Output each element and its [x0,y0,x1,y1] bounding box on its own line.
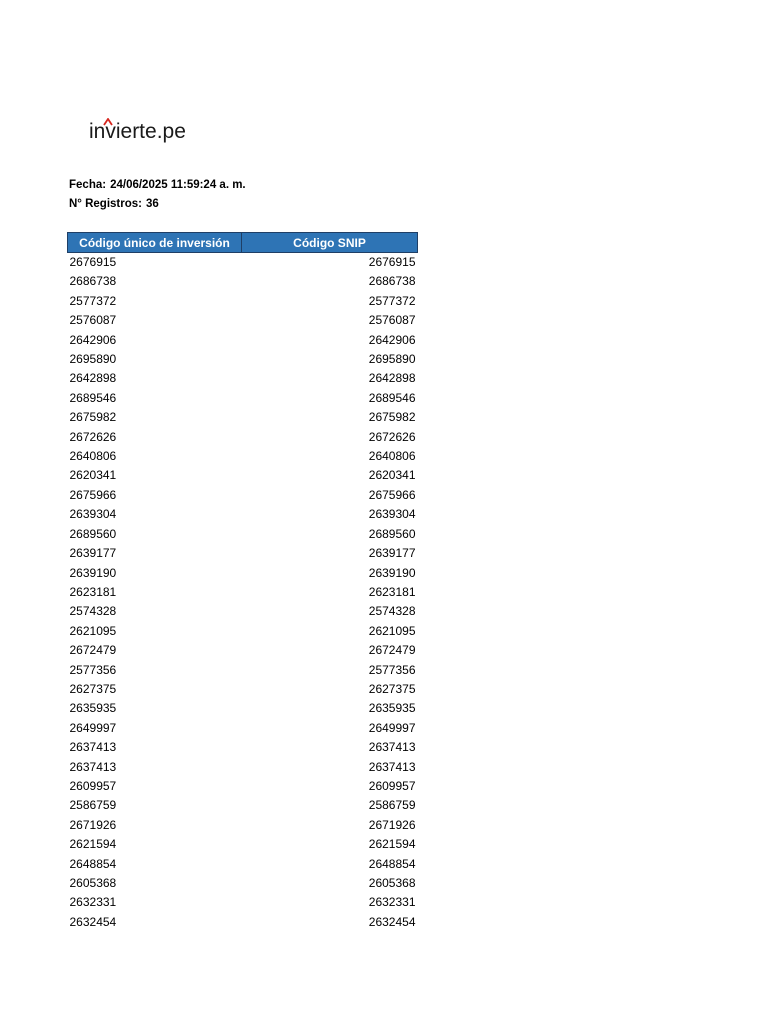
table-row [68,350,418,369]
unique-investment-code-cell: 2689546 [69,390,117,405]
unique-investment-code-cell: 2623181 [69,584,117,599]
snip-code-cell: 2686738 [368,274,416,289]
table-row [68,525,418,544]
unique-investment-code-cell: 2577356 [69,662,117,677]
table-row [68,311,418,330]
unique-investment-code-cell: 2675982 [69,410,117,425]
snip-code-cell: 2695890 [368,352,416,367]
table-row [68,447,418,466]
table-row [68,428,418,447]
unique-investment-code-cell: 2577372 [69,293,117,308]
snip-code-cell: 2623181 [368,584,416,599]
table-row [68,661,418,680]
snip-code-cell: 2632331 [368,895,416,910]
invierte-pe-logo [89,116,209,148]
snip-code-cell: 2639177 [368,546,416,561]
snip-code-cell: 2672626 [368,429,416,444]
unique-investment-code-cell: 2621594 [69,837,117,852]
snip-code-cell: 2675966 [368,487,416,502]
snip-code-cell: 2632454 [368,914,416,929]
table-row [68,641,418,660]
table-row [68,893,418,912]
unique-investment-code-cell: 2627375 [69,681,117,696]
table-row [68,505,418,524]
table-row [68,622,418,641]
table-row [68,777,418,796]
unique-investment-code-cell: 2632331 [69,895,117,910]
unique-investment-code-cell: 2695890 [69,352,117,367]
table-row [68,855,418,874]
snip-code-cell: 2649997 [368,720,416,735]
unique-investment-code-cell: 2632454 [69,914,117,929]
snip-code-cell: 2689546 [368,390,416,405]
table-row [68,544,418,563]
column-header-snip-code: Código SNIP [242,233,418,253]
table-row [68,253,418,273]
unique-investment-code-cell: 2574328 [69,604,117,619]
column-header-unique-code: Código único de inversión [68,233,242,253]
unique-investment-code-cell: 2672626 [69,429,117,444]
snip-code-cell: 2639190 [368,565,416,580]
table-row [68,699,418,718]
table-row [68,331,418,350]
table-row [68,583,418,602]
table-row [68,758,418,777]
snip-code-cell: 2620341 [368,468,416,483]
unique-investment-code-cell: 2640806 [69,449,117,464]
unique-investment-code-cell: 2637413 [69,759,117,774]
table-row [68,292,418,311]
unique-investment-code-cell: 2586759 [69,798,117,813]
table-row [68,564,418,583]
unique-investment-code-cell: 2686738 [69,274,117,289]
table-row [68,466,418,485]
unique-investment-code-cell: 2642898 [69,371,117,386]
snip-code-cell: 2621594 [368,837,416,852]
unique-investment-code-cell: 2639304 [69,507,117,522]
snip-code-cell: 2648854 [368,856,416,871]
snip-code-cell: 2672479 [368,643,416,658]
unique-investment-code-cell: 2637413 [69,740,117,755]
table-row [68,874,418,893]
unique-investment-code-cell: 2649997 [69,720,117,735]
snip-code-cell: 2640806 [368,449,416,464]
report-date [69,179,246,191]
table-row [68,835,418,854]
snip-code-cell: 2671926 [368,817,416,832]
count-label: N° Registros: [69,198,142,210]
unique-investment-code-cell: 2672479 [69,643,117,658]
unique-investment-code-cell: 2576087 [69,313,117,328]
table-header-row [68,233,418,253]
unique-investment-code-cell: 2689560 [69,526,117,541]
record-count [69,198,159,210]
unique-investment-code-cell: 2605368 [69,876,117,890]
table-row [68,272,418,291]
snip-code-cell: 2609957 [368,778,416,793]
table-row [68,408,418,427]
snip-code-cell: 2642898 [368,371,416,386]
table-row [68,602,418,621]
unique-investment-code-cell: 2620341 [69,468,117,483]
logo-text: invierte.pe [89,120,186,143]
unique-investment-code-cell: 2635935 [69,701,117,716]
unique-investment-code-cell: 2609957 [69,778,117,793]
table-row [68,389,418,408]
snip-code-cell: 2627375 [368,681,416,696]
table-row [68,680,418,699]
snip-code-cell: 2605368 [368,876,416,890]
unique-investment-code-cell: 2639190 [69,565,117,580]
date-value: 24/06/2025 11:59:24 a. m. [110,179,246,191]
snip-code-cell: 2635935 [368,701,416,716]
investment-codes-table [67,232,418,932]
table-row [68,486,418,505]
date-label: Fecha: [69,179,107,191]
unique-investment-code-cell: 2639177 [69,546,117,561]
snip-code-cell: 2689560 [368,526,416,541]
snip-code-cell: 2637413 [368,759,416,774]
snip-code-cell: 2642906 [368,332,416,347]
table-body [68,253,418,933]
unique-investment-code-cell: 2676915 [69,255,117,269]
table-row [68,816,418,835]
snip-code-cell: 2639304 [368,507,416,522]
snip-code-cell: 2675982 [368,410,416,425]
table-row [68,796,418,815]
snip-code-cell: 2676915 [368,255,416,269]
table-row [68,913,418,932]
snip-code-cell: 2577356 [368,662,416,677]
unique-investment-code-cell: 2642906 [69,332,117,347]
snip-code-cell: 2576087 [368,313,416,328]
snip-code-cell: 2637413 [368,740,416,755]
snip-code-cell: 2574328 [368,604,416,619]
table-row [68,369,418,388]
snip-code-cell: 2577372 [368,293,416,308]
table-row [68,738,418,757]
snip-code-cell: 2586759 [368,798,416,813]
count-value: 36 [145,198,159,210]
snip-code-cell: 2621095 [368,623,416,638]
unique-investment-code-cell: 2621095 [69,623,117,638]
unique-investment-code-cell: 2648854 [69,856,117,871]
table-row [68,719,418,738]
unique-investment-code-cell: 2675966 [69,487,117,502]
unique-investment-code-cell: 2671926 [69,817,117,832]
